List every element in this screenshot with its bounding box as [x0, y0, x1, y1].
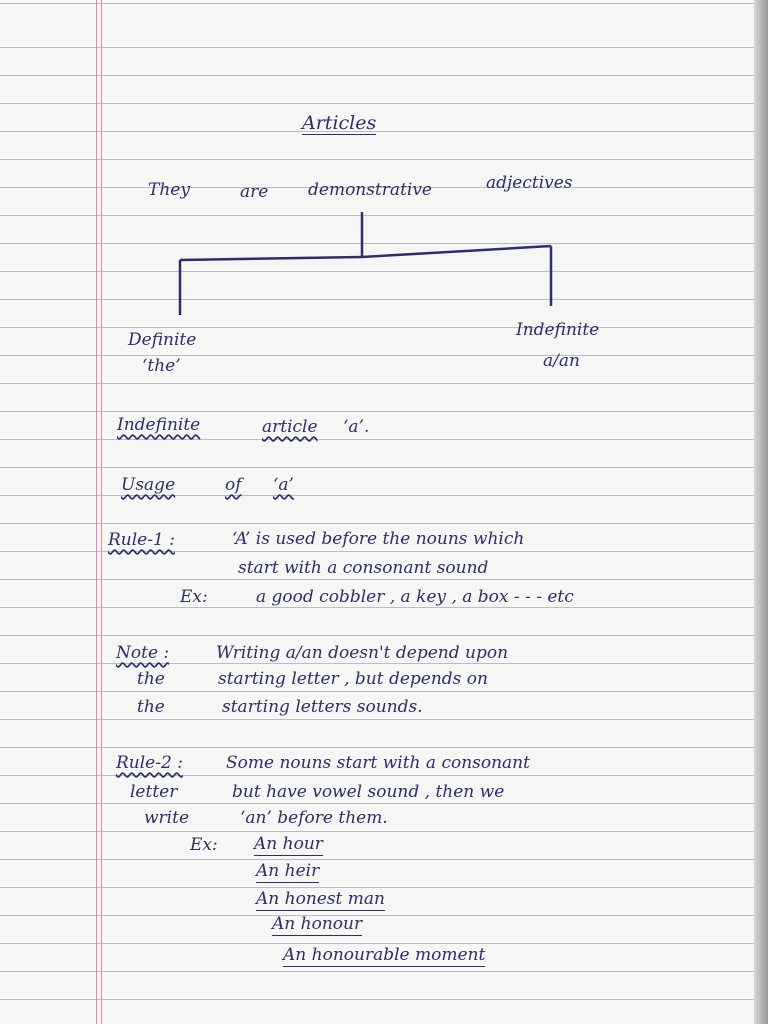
rule2-lead: letter: [130, 782, 178, 802]
intro-word: They: [148, 180, 190, 200]
rule2-line: Some nouns start with a consonant: [226, 753, 530, 773]
note-line: starting letter , but depends on: [218, 669, 488, 689]
note-label: Note :: [116, 643, 170, 663]
example-item: An hour: [254, 834, 323, 854]
margin-line: [96, 0, 97, 1024]
rule1-example: a good cobbler , a key , a box - - - etc: [256, 587, 574, 607]
rule1-label: Rule-1 :: [108, 530, 175, 550]
rule2-line: but have vowel sound , then we: [232, 782, 505, 802]
note-line: starting letters sounds.: [222, 697, 423, 717]
page-edge: [754, 0, 768, 1024]
example-item: An heir: [256, 861, 320, 881]
definite-label: Definite: [128, 330, 197, 350]
example-item: An honest man: [256, 889, 385, 909]
margin-line: [101, 0, 102, 1024]
note-line: Writing a/an doesn't depend upon: [216, 643, 509, 663]
intro-word: adjectives: [486, 173, 573, 193]
note-lead: the: [137, 697, 165, 717]
rule1-line: start with a consonant sound: [238, 558, 489, 578]
intro-word: are: [240, 182, 269, 202]
rule1-line: ‘A’ is used before the nouns which: [232, 529, 525, 549]
example-item: An honour: [272, 914, 363, 934]
heading-word: ‘a’.: [343, 417, 370, 437]
page-title: Articles: [302, 112, 377, 134]
heading-word: article: [262, 417, 318, 437]
example-item: An honourable moment: [283, 945, 486, 965]
usage-word: ‘a’: [273, 475, 294, 495]
heading-word: Indefinite: [117, 415, 201, 435]
usage-word: Usage: [121, 475, 176, 495]
rule2-lead: write: [144, 808, 190, 828]
rule1-example-label: Ex:: [180, 587, 208, 607]
rule2-line: ‘an’ before them.: [240, 808, 388, 828]
usage-word: of: [225, 475, 242, 495]
note-lead: the: [137, 669, 165, 689]
intro-word: demonstrative: [308, 180, 432, 200]
indefinite-value: a/an: [543, 351, 580, 371]
indefinite-label: Indefinite: [516, 320, 600, 340]
rule2-example-label: Ex:: [190, 835, 218, 855]
definite-value: ‘the’: [142, 356, 181, 376]
rule2-label: Rule-2 :: [116, 753, 183, 773]
